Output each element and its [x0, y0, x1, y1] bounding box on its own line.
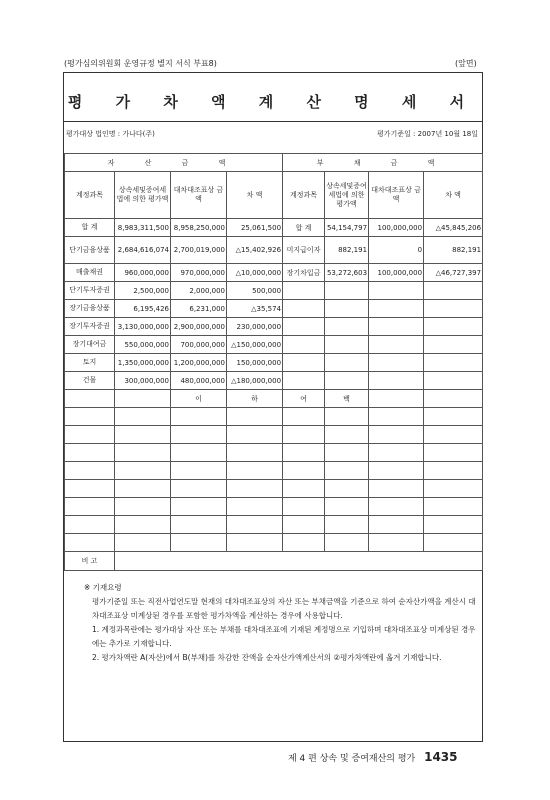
empty-cell — [171, 534, 227, 552]
empty-cell — [325, 426, 369, 444]
table-row — [65, 336, 483, 354]
empty-cell — [227, 534, 283, 552]
empty-cell — [369, 480, 424, 498]
empty-cell — [115, 534, 171, 552]
asset-bs-amount-cell: 700,000,000 — [171, 336, 227, 354]
empty-cell — [325, 462, 369, 480]
empty-cell — [65, 516, 115, 534]
empty-cell — [369, 516, 424, 534]
liability-section-header: 부 채 금 액 — [283, 154, 483, 172]
liab-account-cell — [283, 354, 325, 372]
liab-account-cell: 미지급이자 — [283, 237, 325, 264]
table-row — [65, 219, 483, 237]
empty-cell — [171, 498, 227, 516]
empty-row — [65, 516, 483, 534]
empty-cell — [424, 498, 483, 516]
empty-cell — [65, 462, 115, 480]
empty-cell — [171, 462, 227, 480]
empty-cell — [283, 480, 325, 498]
data-rows — [65, 219, 483, 390]
liab-account-cell: 합 계 — [283, 219, 325, 237]
liab-account-cell — [283, 372, 325, 390]
asset-account-cell: 합 계 — [65, 219, 115, 237]
asset-account-cell: 토지 — [65, 354, 115, 372]
liab-diff-cell — [424, 336, 483, 354]
empty-cell — [283, 516, 325, 534]
empty-cell — [227, 408, 283, 426]
liab-tax-value-header: 상속세및증여세법에 의한 평가액 — [325, 172, 369, 219]
form-reference: (평가심의위원회 운영규정 별지 서식 부표8) — [64, 59, 217, 68]
liab-bs-amount-cell: 100,000,000 — [369, 264, 424, 282]
asset-tax-value-cell: 960,000,000 — [115, 264, 171, 282]
liab-bs-amount-header: 대차대조표상 금 액 — [369, 172, 424, 219]
liab-bs-amount-cell — [369, 354, 424, 372]
liab-bs-amount-cell — [369, 318, 424, 336]
asset-diff-header: 차 액 — [227, 172, 283, 219]
liab-diff-cell: 882,191 — [424, 237, 483, 264]
empty-cell — [115, 498, 171, 516]
empty-cell — [227, 480, 283, 498]
empty-cell — [65, 408, 115, 426]
table-cell — [65, 390, 115, 408]
liab-bs-amount-cell — [369, 372, 424, 390]
instructions — [84, 581, 476, 665]
liab-account-header: 계정과목 — [283, 172, 325, 219]
empty-cell — [227, 444, 283, 462]
table-row — [65, 282, 483, 300]
empty-cell — [325, 408, 369, 426]
section-header-row — [65, 154, 483, 172]
empty-cell — [115, 516, 171, 534]
asset-diff-cell: 230,000,000 — [227, 318, 283, 336]
empty-cell — [424, 480, 483, 498]
empty-cell — [283, 408, 325, 426]
empty-cell — [369, 444, 424, 462]
asset-account-cell: 매출채권 — [65, 264, 115, 282]
empty-cell — [65, 426, 115, 444]
empty-cell — [369, 408, 424, 426]
empty-cell — [424, 516, 483, 534]
empty-cell — [171, 408, 227, 426]
table-row — [65, 300, 483, 318]
asset-tax-value-cell: 2,684,616,074 — [115, 237, 171, 264]
empty-cell — [283, 498, 325, 516]
blank-note-row — [65, 390, 483, 408]
page-side-label: (앞면) — [455, 59, 477, 68]
empty-cell — [65, 534, 115, 552]
liab-bs-amount-cell — [369, 282, 424, 300]
empty-row — [65, 498, 483, 516]
empty-cell — [171, 426, 227, 444]
asset-bs-amount-cell: 2,000,000 — [171, 282, 227, 300]
table-cell — [424, 390, 483, 408]
asset-diff-cell: 150,000,000 — [227, 354, 283, 372]
table-row — [65, 372, 483, 390]
divider — [64, 121, 482, 122]
instructions-item-2: 2. 평가차액란 A(자산)에서 B(부채)를 차감한 잔액을 순자산가액계산서의 ②평가차액란에 옮겨 기재합니다. — [92, 653, 442, 662]
asset-tax-value-cell: 550,000,000 — [115, 336, 171, 354]
asset-account-cell: 단기금융상품 — [65, 237, 115, 264]
empty-cell — [325, 480, 369, 498]
empty-cell — [424, 534, 483, 552]
remarks-label: 비 고 — [65, 552, 115, 571]
asset-bs-amount-header: 대차대조표상 금 액 — [171, 172, 227, 219]
asset-bs-amount-cell: 1,200,000,000 — [171, 354, 227, 372]
table-cell — [115, 390, 171, 408]
empty-cell — [227, 516, 283, 534]
asset-tax-value-cell: 300,000,000 — [115, 372, 171, 390]
liab-diff-cell — [424, 354, 483, 372]
empty-cell — [115, 480, 171, 498]
table-cell — [369, 390, 424, 408]
asset-account-cell: 건물 — [65, 372, 115, 390]
empty-cell — [65, 498, 115, 516]
empty-cell — [424, 444, 483, 462]
liab-bs-amount-cell: 0 — [369, 237, 424, 264]
table-row — [65, 237, 483, 264]
empty-cell — [115, 426, 171, 444]
empty-cell — [65, 444, 115, 462]
empty-cell — [227, 426, 283, 444]
empty-cell — [283, 534, 325, 552]
empty-cell — [227, 462, 283, 480]
liab-diff-cell: △45,845,206 — [424, 219, 483, 237]
blank-note-4: 백 — [325, 390, 369, 408]
empty-row — [65, 480, 483, 498]
asset-bs-amount-cell: 2,900,000,000 — [171, 318, 227, 336]
liab-tax-value-cell — [325, 300, 369, 318]
asset-account-header: 계정과목 — [65, 172, 115, 219]
empty-cell — [325, 516, 369, 534]
asset-bs-amount-cell: 970,000,000 — [171, 264, 227, 282]
empty-cell — [325, 498, 369, 516]
asset-tax-value-cell: 8,983,311,500 — [115, 219, 171, 237]
empty-cell — [369, 426, 424, 444]
liab-diff-cell — [424, 300, 483, 318]
empty-cell — [115, 408, 171, 426]
asset-account-cell: 장기대여금 — [65, 336, 115, 354]
asset-tax-value-cell: 1,350,000,000 — [115, 354, 171, 372]
asset-diff-cell: △150,000,000 — [227, 336, 283, 354]
empty-cell — [171, 480, 227, 498]
asset-diff-cell: 25,061,500 — [227, 219, 283, 237]
asset-diff-cell: △10,000,000 — [227, 264, 283, 282]
empty-cell — [325, 444, 369, 462]
empty-cell — [171, 444, 227, 462]
empty-cell — [424, 462, 483, 480]
empty-cell — [65, 480, 115, 498]
instructions-paragraph: 평가기준일 또는 직전사업연도말 현재의 대차대조표상의 자산 또는 부채금액을 기준으로 하여 순자산가액을 계산시 대차대조표상 미계상된 경우를 포함한 평가차액을 계산하는 경우에 사용합니다. — [92, 597, 476, 620]
liab-diff-header: 차 액 — [424, 172, 483, 219]
liab-account-cell — [283, 336, 325, 354]
liab-tax-value-cell — [325, 372, 369, 390]
asset-diff-cell: 500,000 — [227, 282, 283, 300]
asset-account-cell: 단기투자증권 — [65, 282, 115, 300]
asset-tax-value-header: 상속세및증여세법에 의한 평가액 — [115, 172, 171, 219]
form-title: 평 가 차 액 계 산 명 세 서 — [67, 93, 479, 111]
empty-cell — [283, 444, 325, 462]
liab-tax-value-cell — [325, 336, 369, 354]
liab-diff-cell — [424, 282, 483, 300]
asset-diff-cell: △15,402,926 — [227, 237, 283, 264]
asset-diff-cell: △180,000,000 — [227, 372, 283, 390]
empty-cell — [227, 498, 283, 516]
liab-account-cell: 장기차입금 — [283, 264, 325, 282]
instructions-heading: ※ 기재요령 — [84, 583, 122, 592]
table-row — [65, 264, 483, 282]
form-frame — [63, 72, 483, 742]
liab-tax-value-cell — [325, 354, 369, 372]
liab-bs-amount-cell — [369, 300, 424, 318]
empty-row — [65, 534, 483, 552]
empty-row — [65, 426, 483, 444]
liab-diff-cell — [424, 318, 483, 336]
liab-tax-value-cell — [325, 318, 369, 336]
blank-note-1: 이 — [171, 390, 227, 408]
empty-cell — [325, 534, 369, 552]
page-number: 1435 — [424, 750, 458, 764]
empty-cell — [369, 534, 424, 552]
asset-bs-amount-cell: 2,700,019,000 — [171, 237, 227, 264]
liab-tax-value-cell: 53,272,603 — [325, 264, 369, 282]
liab-account-cell — [283, 282, 325, 300]
empty-cell — [424, 426, 483, 444]
asset-bs-amount-cell: 6,231,000 — [171, 300, 227, 318]
empty-cell — [424, 408, 483, 426]
company-name: 평가대상 법인명 : 가나다(주) — [66, 130, 155, 138]
empty-cell — [283, 462, 325, 480]
empty-rows — [65, 408, 483, 552]
blank-note-3: 여 — [283, 390, 325, 408]
empty-row — [65, 462, 483, 480]
asset-tax-value-cell: 3,130,000,000 — [115, 318, 171, 336]
footer-text: 제 4 편 상속 및 증여재산의 평가 — [288, 754, 416, 764]
liab-tax-value-cell — [325, 282, 369, 300]
asset-diff-cell: △35,574 — [227, 300, 283, 318]
liab-diff-cell: △46,727,397 — [424, 264, 483, 282]
liab-bs-amount-cell: 100,000,000 — [369, 219, 424, 237]
valuation-table — [64, 153, 483, 571]
empty-cell — [369, 498, 424, 516]
empty-row — [65, 408, 483, 426]
instructions-item-1: 1. 계정과목란에는 평가대상 자산 또는 부채를 대차대조표에 기재된 계정명으로 기입하며 대차대조표상 미계상된 경우에는 추가로 기재합니다. — [92, 625, 476, 648]
empty-cell — [369, 462, 424, 480]
liab-diff-cell — [424, 372, 483, 390]
asset-tax-value-cell: 2,500,000 — [115, 282, 171, 300]
asset-bs-amount-cell: 8,958,250,000 — [171, 219, 227, 237]
asset-account-cell: 장기투자증권 — [65, 318, 115, 336]
table-row — [65, 354, 483, 372]
asset-bs-amount-cell: 480,000,000 — [171, 372, 227, 390]
page-footer — [288, 750, 458, 764]
remarks-value — [115, 552, 483, 571]
asset-account-cell: 장기금융상품 — [65, 300, 115, 318]
empty-cell — [115, 444, 171, 462]
liab-tax-value-cell: 54,154,797 — [325, 219, 369, 237]
liab-account-cell — [283, 300, 325, 318]
empty-cell — [283, 426, 325, 444]
liab-tax-value-cell: 882,191 — [325, 237, 369, 264]
column-header-row — [65, 172, 483, 219]
liab-bs-amount-cell — [369, 336, 424, 354]
blank-note-2: 하 — [227, 390, 283, 408]
remarks-row — [65, 552, 483, 571]
valuation-date: 평가기준일 : 2007년 10월 18일 — [377, 130, 478, 138]
liab-account-cell — [283, 318, 325, 336]
table-row — [65, 318, 483, 336]
asset-tax-value-cell: 6,195,426 — [115, 300, 171, 318]
empty-cell — [171, 516, 227, 534]
asset-section-header: 자 산 금 액 — [65, 154, 283, 172]
empty-cell — [115, 462, 171, 480]
empty-row — [65, 444, 483, 462]
